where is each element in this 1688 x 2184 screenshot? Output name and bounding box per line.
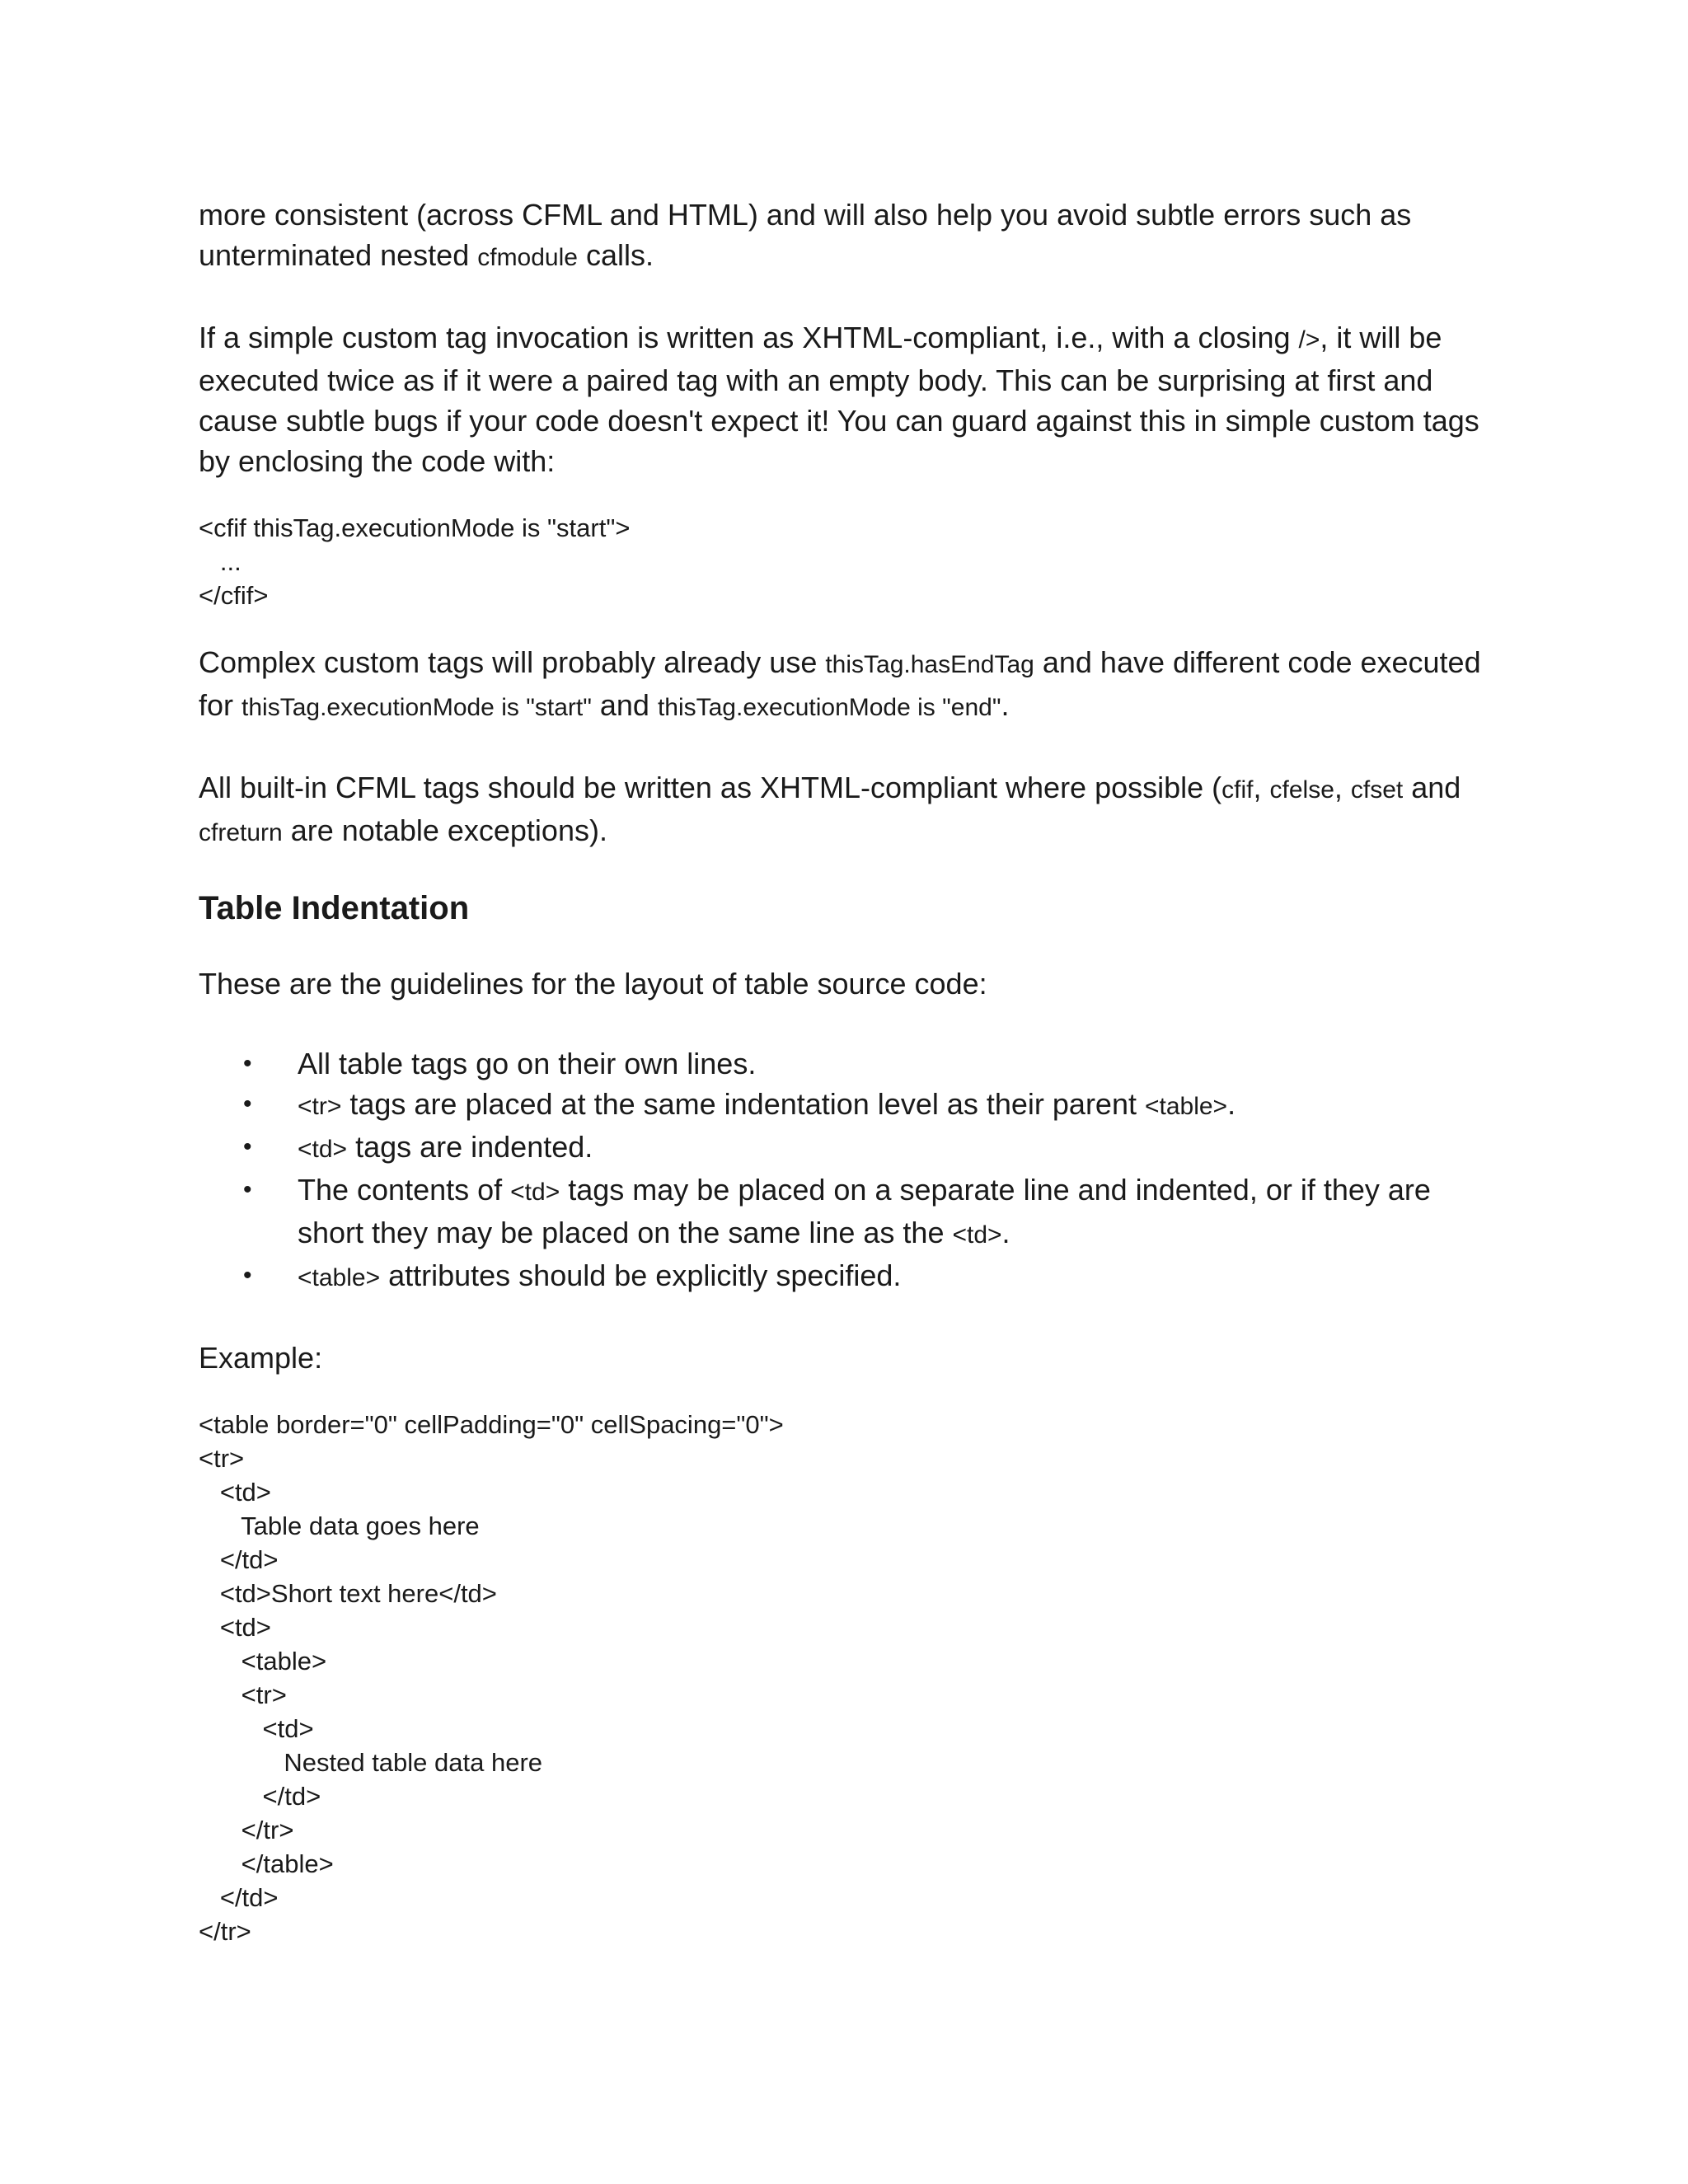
bullet-icon: •: [243, 1050, 252, 1077]
inline-code: cfelse: [1269, 776, 1334, 804]
inline-code: <table>: [1144, 1093, 1228, 1120]
list-item: • <td> tags are indented.: [199, 1127, 1501, 1169]
list-item: • <table> attributes should be explicitly specified.: [199, 1255, 1501, 1298]
inline-code: thisTag.executionMode is "end": [657, 694, 1001, 721]
inline-code: <td>: [510, 1179, 560, 1206]
paragraph-guidelines-intro: These are the guidelines for the layout of table source code:: [199, 967, 987, 1001]
bullet-icon: •: [243, 1176, 252, 1203]
example-label: Example:: [199, 1341, 323, 1375]
code-block-cfif: <cfif thisTag.executionMode is "start"> ... </cfif>: [199, 513, 631, 610]
document-page: [199, 194, 1501, 1948]
list-item: • The contents of <td> tags may be placed on a separate line and indented, or if they are short they may be placed on the same line as the <td>.: [199, 1169, 1501, 1255]
inline-code: <td>: [298, 1136, 348, 1163]
bullet-icon: •: [243, 1262, 252, 1289]
inline-code: thisTag.hasEndTag: [825, 651, 1034, 678]
inline-code: cfset: [1350, 776, 1404, 804]
paragraph-builtin-tags: All built-in CFML tags should be written as XHTML-compliant where possible (cfif, cfelse, cfset and cfreturn are notable exceptions).: [199, 771, 1461, 847]
inline-code: <tr>: [298, 1093, 342, 1120]
bullet-icon: •: [243, 1090, 252, 1118]
inline-code: />: [1298, 326, 1320, 354]
paragraph-xhtml-custom-tag: If a simple custom tag invocation is written as XHTML-compliant, i.e., with a closing />, it will be executed twice as if it were a paired tag with an empty body. This can be surprising at first and cause subtle bugs if your code doesn't expect it! You can guard against this in simple custom tags by enclosing the code with:: [199, 321, 1479, 478]
inline-code: cfreturn: [199, 819, 283, 846]
inline-code: cfif: [1221, 776, 1254, 804]
code-block-table-example: <table border="0" cellPadding="0" cellSpacing="0"> <tr> <td> Table data goes here </td> <td>Short text here</td> <td> <table> <tr> <td> Nested table data here </td> </tr> </table> </td> </tr>: [199, 1410, 784, 1946]
section-heading: Table Indentation: [199, 890, 470, 926]
bullet-icon: •: [243, 1133, 252, 1160]
inline-code: <td>: [952, 1221, 1002, 1249]
inline-code: <table>: [298, 1264, 381, 1291]
list-item: • <tr> tags are placed at the same indentation level as their parent <table>.: [199, 1084, 1501, 1127]
list-item: • All table tags go on their own lines.: [199, 1043, 1501, 1084]
guidelines-list: [199, 1043, 1501, 1298]
inline-code: cfmodule: [477, 244, 578, 271]
paragraph-complex-tags: Complex custom tags will probably already use thisTag.hasEndTag and have different code executed for thisTag.executionMode is "start" and thisTag.executionMode is "end".: [199, 645, 1481, 722]
inline-code: thisTag.executionMode is "start": [241, 694, 592, 721]
paragraph-consistency: more consistent (across CFML and HTML) and will also help you avoid subtle errors such as unterminated nested cfmodule calls.: [199, 198, 1412, 272]
